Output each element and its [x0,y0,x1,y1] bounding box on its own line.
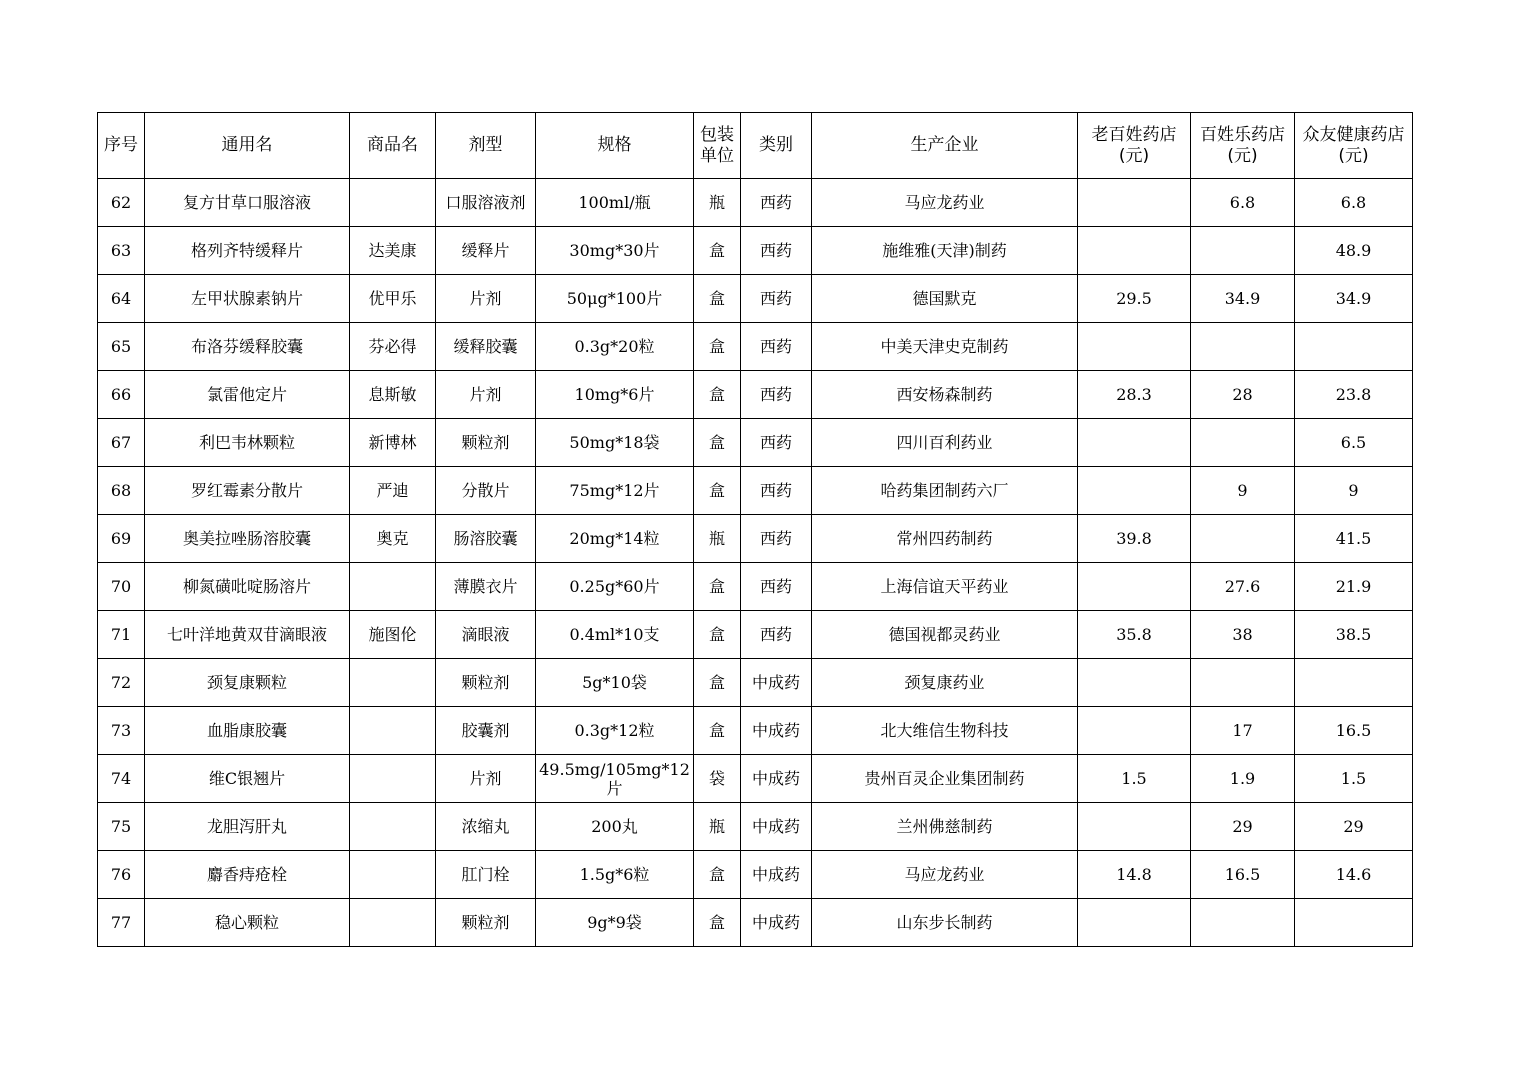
cell-category: 西药 [741,371,812,419]
cell-price-zhongyou [1295,899,1413,947]
cell-specification: 1.5g*6粒 [536,851,694,899]
cell-category: 西药 [741,515,812,563]
cell-price-baixingle [1191,899,1295,947]
cell-generic-name: 血脂康胶囊 [145,707,350,755]
cell-price-zhongyou: 41.5 [1295,515,1413,563]
cell-brand-name [350,803,436,851]
cell-manufacturer: 马应龙药业 [812,179,1078,227]
cell-manufacturer: 上海信谊天平药业 [812,563,1078,611]
cell-brand-name [350,659,436,707]
header-category: 类别 [741,113,812,179]
cell-dosage-form: 胶囊剂 [436,707,536,755]
table-header [98,113,1413,179]
cell-category: 中成药 [741,707,812,755]
table-row [98,707,1413,755]
cell-dosage-form: 片剂 [436,371,536,419]
cell-price-zhongyou: 9 [1295,467,1413,515]
table-row [98,659,1413,707]
cell-manufacturer: 颈复康药业 [812,659,1078,707]
cell-category: 西药 [741,563,812,611]
cell-category: 中成药 [741,659,812,707]
cell-generic-name: 颈复康颗粒 [145,659,350,707]
cell-price-laobaixing [1078,419,1191,467]
header-manufacturer: 生产企业 [812,113,1078,179]
cell-index: 76 [98,851,145,899]
cell-price-zhongyou: 34.9 [1295,275,1413,323]
cell-dosage-form: 片剂 [436,755,536,803]
cell-index: 65 [98,323,145,371]
cell-category: 西药 [741,275,812,323]
table-row [98,899,1413,947]
cell-manufacturer: 施维雅(天津)制药 [812,227,1078,275]
cell-price-baixingle: 1.9 [1191,755,1295,803]
cell-index: 64 [98,275,145,323]
cell-index: 72 [98,659,145,707]
cell-price-laobaixing [1078,323,1191,371]
table-row [98,803,1413,851]
cell-specification: 200丸 [536,803,694,851]
cell-price-baixingle: 6.8 [1191,179,1295,227]
cell-manufacturer: 兰州佛慈制药 [812,803,1078,851]
header-store-laobaixing: 老百姓药店(元) [1078,113,1191,179]
cell-price-baixingle: 16.5 [1191,851,1295,899]
cell-manufacturer: 德国视都灵药业 [812,611,1078,659]
cell-price-baixingle: 28 [1191,371,1295,419]
table-row [98,275,1413,323]
cell-price-zhongyou: 16.5 [1295,707,1413,755]
cell-brand-name [350,707,436,755]
cell-package-unit: 盒 [694,227,741,275]
cell-manufacturer: 西安杨森制药 [812,371,1078,419]
cell-price-baixingle: 27.6 [1191,563,1295,611]
cell-dosage-form: 口服溶液剂 [436,179,536,227]
table-row [98,371,1413,419]
cell-generic-name: 氯雷他定片 [145,371,350,419]
cell-price-laobaixing [1078,899,1191,947]
cell-price-laobaixing: 28.3 [1078,371,1191,419]
cell-package-unit: 盒 [694,467,741,515]
table-row [98,755,1413,803]
header-dosage-form: 剂型 [436,113,536,179]
cell-index: 69 [98,515,145,563]
cell-package-unit: 瓶 [694,803,741,851]
cell-index: 68 [98,467,145,515]
cell-dosage-form: 缓释片 [436,227,536,275]
cell-manufacturer: 常州四药制药 [812,515,1078,563]
cell-price-baixingle [1191,515,1295,563]
cell-price-baixingle: 9 [1191,467,1295,515]
cell-generic-name: 麝香痔疮栓 [145,851,350,899]
table-row [98,179,1413,227]
cell-package-unit: 瓶 [694,179,741,227]
header-brand-name: 商品名 [350,113,436,179]
cell-dosage-form: 颗粒剂 [436,419,536,467]
cell-brand-name [350,179,436,227]
table-row [98,851,1413,899]
cell-index: 66 [98,371,145,419]
cell-category: 中成药 [741,755,812,803]
cell-package-unit: 瓶 [694,515,741,563]
cell-brand-name: 芬必得 [350,323,436,371]
cell-generic-name: 稳心颗粒 [145,899,350,947]
cell-index: 71 [98,611,145,659]
cell-generic-name: 布洛芬缓释胶囊 [145,323,350,371]
cell-brand-name: 息斯敏 [350,371,436,419]
cell-brand-name: 达美康 [350,227,436,275]
table-row [98,323,1413,371]
cell-specification: 30mg*30片 [536,227,694,275]
cell-manufacturer: 贵州百灵企业集团制药 [812,755,1078,803]
cell-price-zhongyou: 29 [1295,803,1413,851]
header-package-unit: 包装单位 [694,113,741,179]
cell-specification: 5g*10袋 [536,659,694,707]
cell-package-unit: 盒 [694,275,741,323]
cell-price-baixingle [1191,419,1295,467]
cell-index: 70 [98,563,145,611]
cell-price-zhongyou [1295,659,1413,707]
cell-brand-name: 严迪 [350,467,436,515]
cell-dosage-form: 颗粒剂 [436,659,536,707]
cell-price-laobaixing: 14.8 [1078,851,1191,899]
cell-dosage-form: 滴眼液 [436,611,536,659]
cell-specification: 0.25g*60片 [536,563,694,611]
cell-price-laobaixing [1078,227,1191,275]
cell-index: 74 [98,755,145,803]
header-generic-name: 通用名 [145,113,350,179]
cell-package-unit: 盒 [694,323,741,371]
header-row [98,113,1413,179]
drug-price-table [97,112,1413,947]
cell-generic-name: 七叶洋地黄双苷滴眼液 [145,611,350,659]
cell-package-unit: 盒 [694,899,741,947]
cell-brand-name [350,563,436,611]
cell-category: 西药 [741,323,812,371]
cell-manufacturer: 山东步长制药 [812,899,1078,947]
cell-index: 62 [98,179,145,227]
cell-price-zhongyou: 6.5 [1295,419,1413,467]
cell-price-zhongyou: 23.8 [1295,371,1413,419]
table-row [98,467,1413,515]
cell-generic-name: 格列齐特缓释片 [145,227,350,275]
cell-specification: 0.3g*12粒 [536,707,694,755]
cell-price-zhongyou: 38.5 [1295,611,1413,659]
cell-index: 63 [98,227,145,275]
cell-price-laobaixing: 1.5 [1078,755,1191,803]
cell-index: 77 [98,899,145,947]
cell-package-unit: 盒 [694,371,741,419]
cell-price-baixingle: 34.9 [1191,275,1295,323]
cell-manufacturer: 北大维信生物科技 [812,707,1078,755]
cell-price-laobaixing [1078,803,1191,851]
cell-manufacturer: 中美天津史克制药 [812,323,1078,371]
table-body [98,179,1413,947]
cell-price-laobaixing: 39.8 [1078,515,1191,563]
cell-price-zhongyou: 6.8 [1295,179,1413,227]
cell-category: 西药 [741,467,812,515]
cell-brand-name [350,755,436,803]
cell-generic-name: 柳氮磺吡啶肠溶片 [145,563,350,611]
cell-specification: 10mg*6片 [536,371,694,419]
cell-price-laobaixing [1078,659,1191,707]
cell-dosage-form: 浓缩丸 [436,803,536,851]
cell-price-zhongyou: 48.9 [1295,227,1413,275]
cell-price-laobaixing: 35.8 [1078,611,1191,659]
table-row [98,515,1413,563]
cell-specification: 0.3g*20粒 [536,323,694,371]
cell-price-laobaixing [1078,707,1191,755]
cell-category: 西药 [741,611,812,659]
table-row [98,611,1413,659]
cell-manufacturer: 四川百利药业 [812,419,1078,467]
cell-price-laobaixing [1078,563,1191,611]
cell-price-zhongyou: 1.5 [1295,755,1413,803]
cell-dosage-form: 分散片 [436,467,536,515]
cell-package-unit: 盒 [694,707,741,755]
cell-generic-name: 复方甘草口服溶液 [145,179,350,227]
cell-price-baixingle [1191,227,1295,275]
cell-price-laobaixing: 29.5 [1078,275,1191,323]
cell-generic-name: 罗红霉素分散片 [145,467,350,515]
header-store-baixingle: 百姓乐药店(元) [1191,113,1295,179]
cell-generic-name: 奥美拉唑肠溶胶囊 [145,515,350,563]
cell-specification: 50μg*100片 [536,275,694,323]
cell-dosage-form: 薄膜衣片 [436,563,536,611]
cell-brand-name: 施图伦 [350,611,436,659]
cell-category: 中成药 [741,851,812,899]
cell-brand-name [350,899,436,947]
cell-specification: 50mg*18袋 [536,419,694,467]
cell-price-zhongyou [1295,323,1413,371]
cell-dosage-form: 肛门栓 [436,851,536,899]
table-row [98,563,1413,611]
cell-price-zhongyou: 21.9 [1295,563,1413,611]
cell-specification: 100ml/瓶 [536,179,694,227]
cell-dosage-form: 肠溶胶囊 [436,515,536,563]
cell-category: 中成药 [741,899,812,947]
cell-specification: 20mg*14粒 [536,515,694,563]
table-row [98,419,1413,467]
cell-index: 67 [98,419,145,467]
cell-manufacturer: 哈药集团制药六厂 [812,467,1078,515]
cell-generic-name: 龙胆泻肝丸 [145,803,350,851]
cell-package-unit: 盒 [694,659,741,707]
cell-dosage-form: 片剂 [436,275,536,323]
cell-category: 西药 [741,419,812,467]
cell-brand-name: 优甲乐 [350,275,436,323]
cell-brand-name [350,851,436,899]
cell-generic-name: 维C银翘片 [145,755,350,803]
cell-brand-name: 奥克 [350,515,436,563]
cell-specification: 0.4ml*10支 [536,611,694,659]
cell-price-baixingle [1191,323,1295,371]
cell-price-baixingle: 38 [1191,611,1295,659]
cell-package-unit: 盒 [694,419,741,467]
cell-price-baixingle: 29 [1191,803,1295,851]
cell-price-zhongyou: 14.6 [1295,851,1413,899]
cell-dosage-form: 颗粒剂 [436,899,536,947]
header-index: 序号 [98,113,145,179]
cell-package-unit: 盒 [694,851,741,899]
header-specification: 规格 [536,113,694,179]
cell-package-unit: 盒 [694,611,741,659]
table-row [98,227,1413,275]
cell-specification: 75mg*12片 [536,467,694,515]
cell-price-baixingle: 17 [1191,707,1295,755]
cell-price-baixingle [1191,659,1295,707]
cell-category: 西药 [741,179,812,227]
cell-package-unit: 袋 [694,755,741,803]
cell-category: 西药 [741,227,812,275]
cell-generic-name: 左甲状腺素钠片 [145,275,350,323]
cell-package-unit: 盒 [694,563,741,611]
cell-specification: 49.5mg/105mg*12片 [536,755,694,803]
cell-category: 中成药 [741,803,812,851]
cell-dosage-form: 缓释胶囊 [436,323,536,371]
cell-brand-name: 新博林 [350,419,436,467]
cell-generic-name: 利巴韦林颗粒 [145,419,350,467]
header-store-zhongyou: 众友健康药店(元) [1295,113,1413,179]
cell-price-laobaixing [1078,179,1191,227]
cell-price-laobaixing [1078,467,1191,515]
cell-index: 75 [98,803,145,851]
cell-specification: 9g*9袋 [536,899,694,947]
cell-manufacturer: 马应龙药业 [812,851,1078,899]
cell-manufacturer: 德国默克 [812,275,1078,323]
cell-index: 73 [98,707,145,755]
